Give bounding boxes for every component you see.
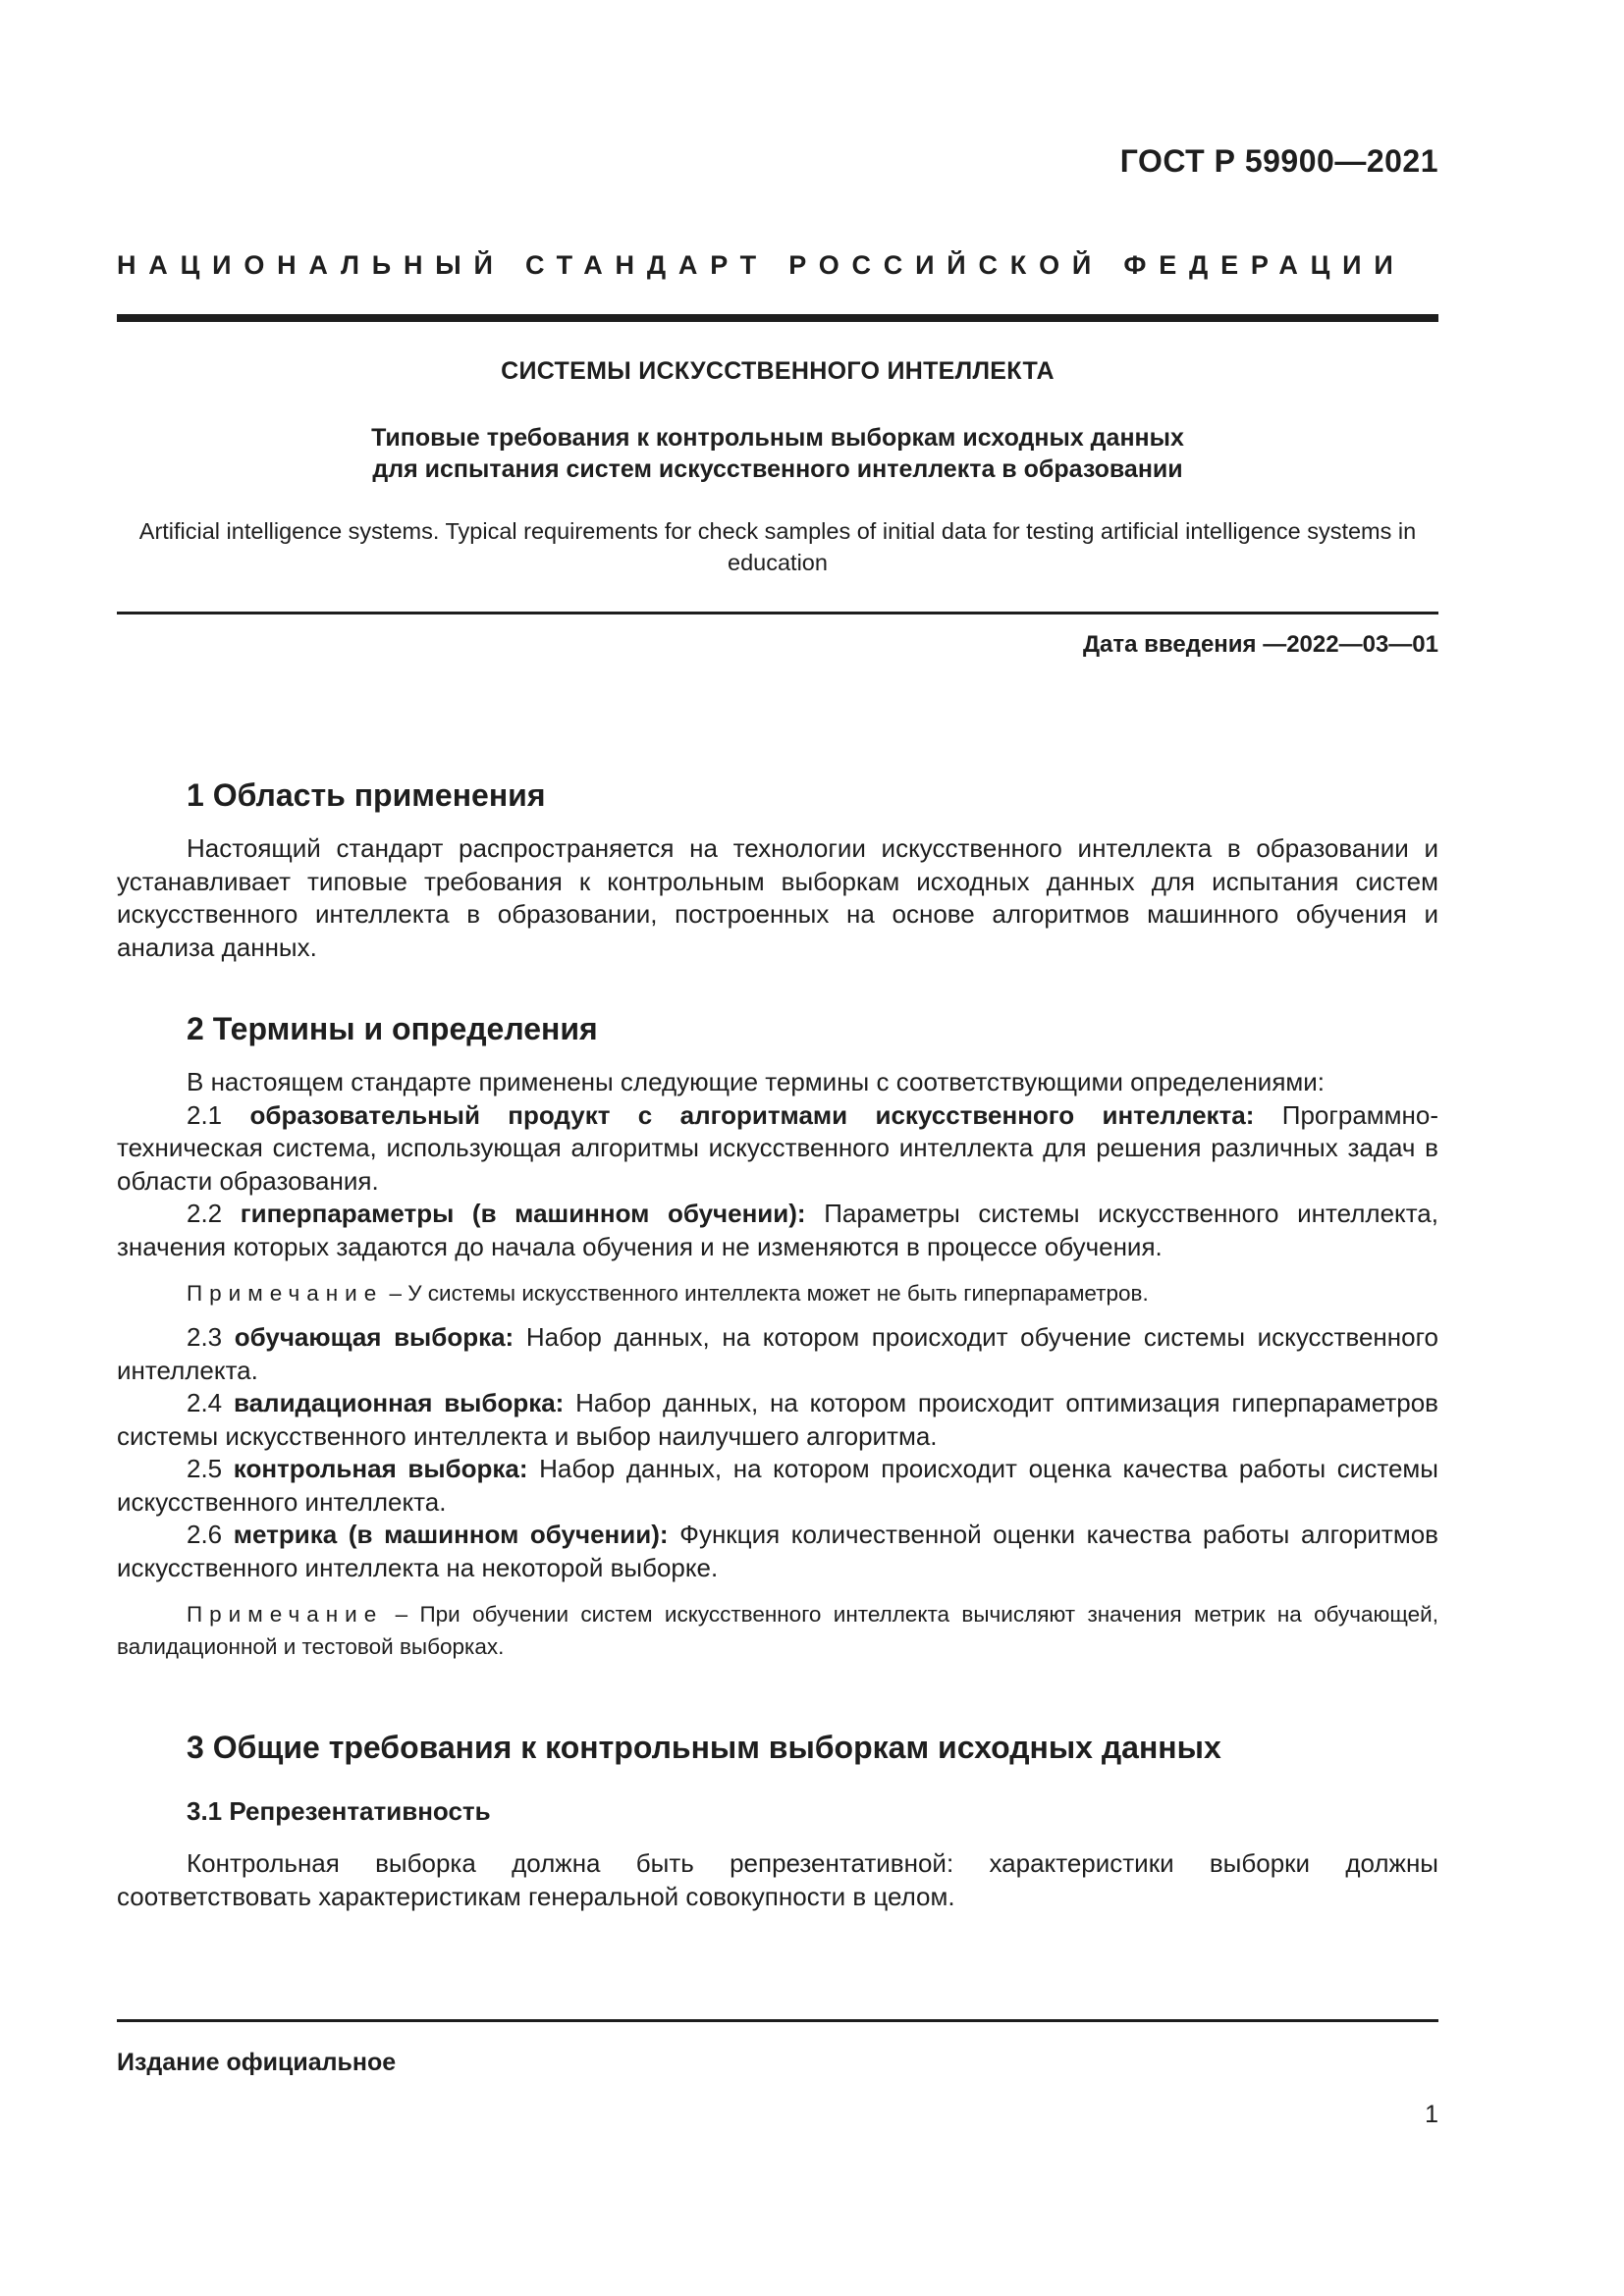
section-3-1-heading: 3.1 Репрезентативность: [187, 1796, 491, 1826]
term-name: обучающая выборка:: [234, 1322, 514, 1352]
sub-title-line-1: Типовые требования к контрольным выборкам исходных данных: [371, 424, 1184, 452]
thick-divider: [117, 314, 1438, 322]
note-text: – При обучении систем искусственного интеллекта вычисляют значения метрик на обучающей, валидационной и тестовой выборках.: [117, 1602, 1438, 1659]
section-3-1-text: Контрольная выборка должна быть репрезентативной: характеристики выборки должны соответствовать характеристикам генеральной совокупности в целом.: [117, 1848, 1438, 1911]
term-2-2: [117, 1198, 1438, 1263]
section-1-heading: 1 Область применения: [187, 777, 546, 813]
term-number: 2.5: [187, 1454, 223, 1483]
sub-title: [117, 422, 1438, 485]
note-text: – У системы искусственного интеллекта может не быть гиперпараметров.: [389, 1281, 1149, 1306]
term-number: 2.1: [187, 1099, 223, 1130]
term-2-6: [117, 1519, 1438, 1584]
term-definition: Параметры системы искусственного интеллекта, значения которых задаются до начала обучения и не изменяются в процессе обучения.: [117, 1199, 1438, 1261]
footer-divider: [117, 2019, 1438, 2022]
section-3-heading: 3 Общие требования к контрольным выборкам исходных данных: [187, 1730, 1221, 1765]
term-2-4: [117, 1387, 1438, 1453]
term-2-5: [117, 1453, 1438, 1519]
term-definition: Программно-техническая система, использующая алгоритмы искусственного интеллекта для решения различных задач в области образования.: [117, 1099, 1439, 1196]
document-content: [117, 775, 1438, 1913]
section-2-intro: В настоящем стандарте применены следующие термины с соответствующими определениями:: [187, 1067, 1326, 1096]
term-name: образовательный продукт с алгоритмами искусственного интеллекта:: [249, 1099, 1255, 1130]
document-page: [117, 0, 1438, 2296]
title-divider: [117, 612, 1438, 614]
national-standard-title: НАЦИОНАЛЬНЫЙ СТАНДАРТ РОССИЙСКОЙ ФЕДЕРАЦИИ: [117, 250, 1406, 280]
section-1-text: Настоящий стандарт распространяется на технологии искусственного интеллекта в образовании и устанавливает типовые требования к контрольным выборкам исходных данных для испытания систем искусственного интеллекта в образовании, построенных на основе алгоритмов машинного обучения и анализа данных.: [117, 833, 1438, 962]
term-name: валидационная выборка:: [233, 1388, 565, 1417]
term-name: гиперпараметры (в машинном обучении):: [240, 1199, 806, 1228]
sub-title-line-2: для испытания систем искусственного интеллекта в образовании: [372, 455, 1183, 483]
term-number: 2.4: [187, 1388, 223, 1417]
term-name: контрольная выборка:: [233, 1454, 528, 1483]
term-definition: Функция количественной оценки качества работы алгоритмов искусственного интеллекта на некоторой выборке.: [117, 1520, 1438, 1582]
document-code: ГОСТ Р 59900—2021: [1119, 143, 1438, 179]
term-definition: Набор данных, на котором происходит оценка качества работы системы искусственного интеллекта.: [117, 1454, 1438, 1517]
term-definition: Набор данных, на котором происходит обучение системы искусственного интеллекта.: [117, 1322, 1438, 1385]
note-2: [117, 1598, 1438, 1663]
note-label: Примечание: [187, 1281, 384, 1306]
section-2-heading: 2 Термины и определения: [187, 1011, 598, 1046]
term-definition: Набор данных, на котором происходит оптимизация гиперпараметров системы искусственного интеллекта и выбор наилучшего алгоритма.: [117, 1388, 1438, 1451]
page-number: 1: [1425, 2101, 1438, 2128]
term-number: 2.3: [187, 1322, 223, 1352]
term-2-1: [117, 1099, 1438, 1199]
introduction-date: Дата введения —2022—03—01: [1082, 631, 1438, 658]
official-edition-label: Издание официальное: [117, 2049, 397, 2076]
term-number: 2.2: [187, 1199, 223, 1228]
main-title: СИСТЕМЫ ИСКУССТВЕННОГО ИНТЕЛЛЕКТА: [501, 357, 1055, 385]
term-2-3: [117, 1321, 1438, 1387]
note-label: Примечание: [187, 1602, 384, 1627]
term-number: 2.6: [187, 1520, 223, 1549]
term-name: метрика (в машинном обучении):: [233, 1520, 669, 1549]
english-title: Artificial intelligence systems. Typical requirements for check samples of initial data for testing artificial intelligence systems in education: [138, 518, 1417, 575]
note-1: [117, 1277, 1438, 1309]
